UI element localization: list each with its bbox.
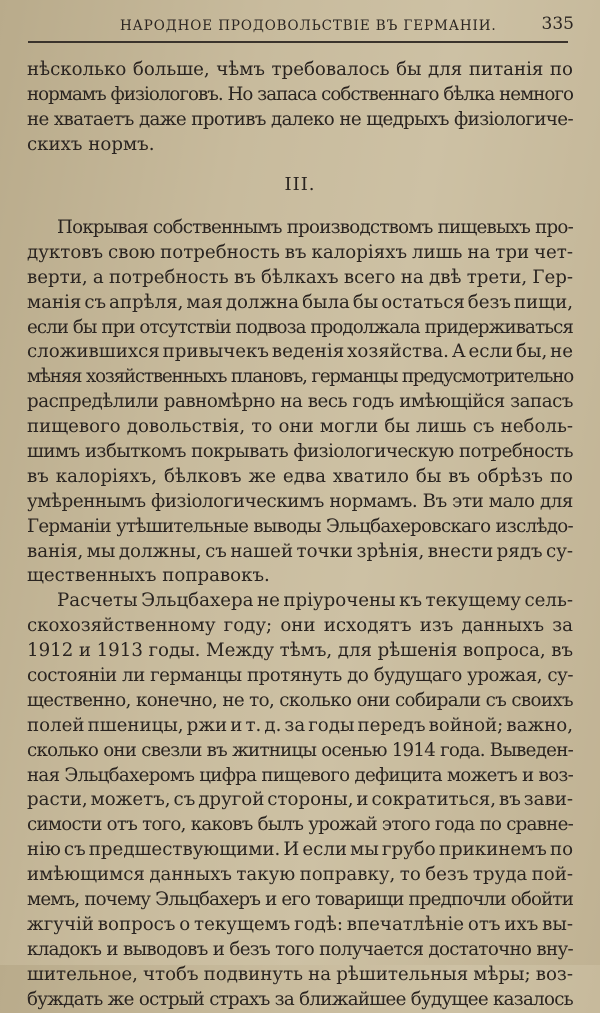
paragraph-2	[27, 589, 573, 1012]
text-line: верти, а потребность въ бѣлкахъ всего на двѣ трети, Гер-	[27, 266, 573, 288]
text-line: нѣсколько больше, чѣмъ требовалось бы для питанія по	[27, 59, 573, 80]
text-line: шимъ избыткомъ покрывать физіологическую потребность	[27, 441, 573, 463]
paragraph-continued	[27, 58, 573, 158]
paragraph-1	[27, 216, 573, 589]
text-line: нію съ предшествующими. И если мы грубо прикинемъ по	[27, 839, 574, 861]
text-line: Германіи утѣшительные выводы Эльцбахеровскаго изслѣдо-	[27, 515, 573, 537]
text-line: дуктовъ свою потребность въ калоріяхъ лишь на три чет-	[27, 241, 574, 263]
text-line: скохозяйственному году; они исходятъ изъ данныхъ за	[27, 615, 573, 637]
text-line: скихъ нормъ.	[27, 133, 155, 155]
text-line: кладокъ и выводовъ и безъ того получается достаточно вну-	[27, 938, 573, 960]
text-line: въ калоріяхъ, бѣлковъ же едва хватило бы въ обрѣзъ по	[27, 465, 574, 487]
text-line: ная Эльцбахеромъ цифра пищевого дефицита можетъ и воз-	[27, 764, 574, 786]
text-line: ванія, мы должны, съ нашей точки зрѣнія, внести рядъ су-	[27, 540, 574, 562]
text-line: не хватаетъ даже противъ далеко не щедрыхъ физіологиче-	[27, 108, 574, 130]
text-line: пищевого довольствія, то они могли бы лишь съ неболь-	[27, 416, 574, 438]
text-line: сколько они свезли въ житницы осенью 1914 года. Выведен-	[27, 739, 574, 761]
text-line: шительное, чтобъ подвинуть на рѣшительныя мѣры; воз-	[27, 963, 573, 985]
text-line: мемъ, почему Эльцбахеръ и его товарищи предпочли обойти	[27, 889, 573, 911]
text-line: щественно, конечно, не то, сколько они собирали съ своихъ	[27, 689, 574, 711]
section-heading: III.	[284, 174, 316, 195]
running-title: НАРОДНОЕ ПРОДОВОЛЬСТВІЕ ВЪ ГЕРМАНІИ.	[120, 18, 497, 34]
header-rule	[28, 41, 568, 43]
text-line: симости отъ того, каковъ былъ урожай этого года по сравне-	[27, 814, 574, 836]
text-line: сложившихся привычекъ веденія хозяйства. А если бы, не	[27, 341, 573, 363]
text-line: мѣняя хозяйственныхъ плановъ, германцы предусмотрительно	[27, 366, 573, 388]
text-line: если бы при отсутствіи подвоза продолжала придерживаться	[27, 316, 573, 338]
text-line: 1912 и 1913 годы. Между тѣмъ, для рѣшенія вопроса, въ	[27, 640, 574, 662]
page-number: 335	[541, 14, 574, 34]
text-line: умѣреннымъ физіологическимъ нормамъ. Въ эти мало для	[27, 490, 574, 512]
text-line: Покрывая собственнымъ производствомъ пищевыхъ про-	[57, 217, 573, 238]
text-line: состояніи ли германцы протянуть до будущаго урожая, су-	[27, 665, 573, 687]
text-line: Расчеты Эльцбахера не пріурочены къ текущему сель-	[57, 590, 574, 612]
text-line: щественныхъ поправокъ.	[27, 565, 270, 587]
text-line: расти, можетъ, съ другой стороны, и сократиться, въ зави-	[27, 789, 574, 811]
text-line: распредѣлили равномѣрно на весь годъ имѣющійся запасъ	[27, 391, 573, 413]
main-text	[27, 216, 573, 1013]
page-header	[28, 14, 576, 40]
text-line: полей пшеницы, ржи и т. д. за годы передъ войной; важно,	[27, 714, 574, 736]
text-line: буждать же острый страхъ за ближайшее будущее казалось	[27, 988, 573, 1010]
text-line: жгучій вопросъ о текущемъ годѣ: впечатлѣніе отъ ихъ вы-	[27, 913, 573, 935]
text-line: манія съ апрѣля, мая должна была бы остаться безъ пищи,	[27, 291, 573, 313]
text-line: имѣющимся данныхъ такую поправку, то безъ труда пой-	[27, 864, 574, 886]
text-line: нормамъ физіологовъ. Но запаса собственнаго бѣлка немного	[27, 83, 573, 105]
